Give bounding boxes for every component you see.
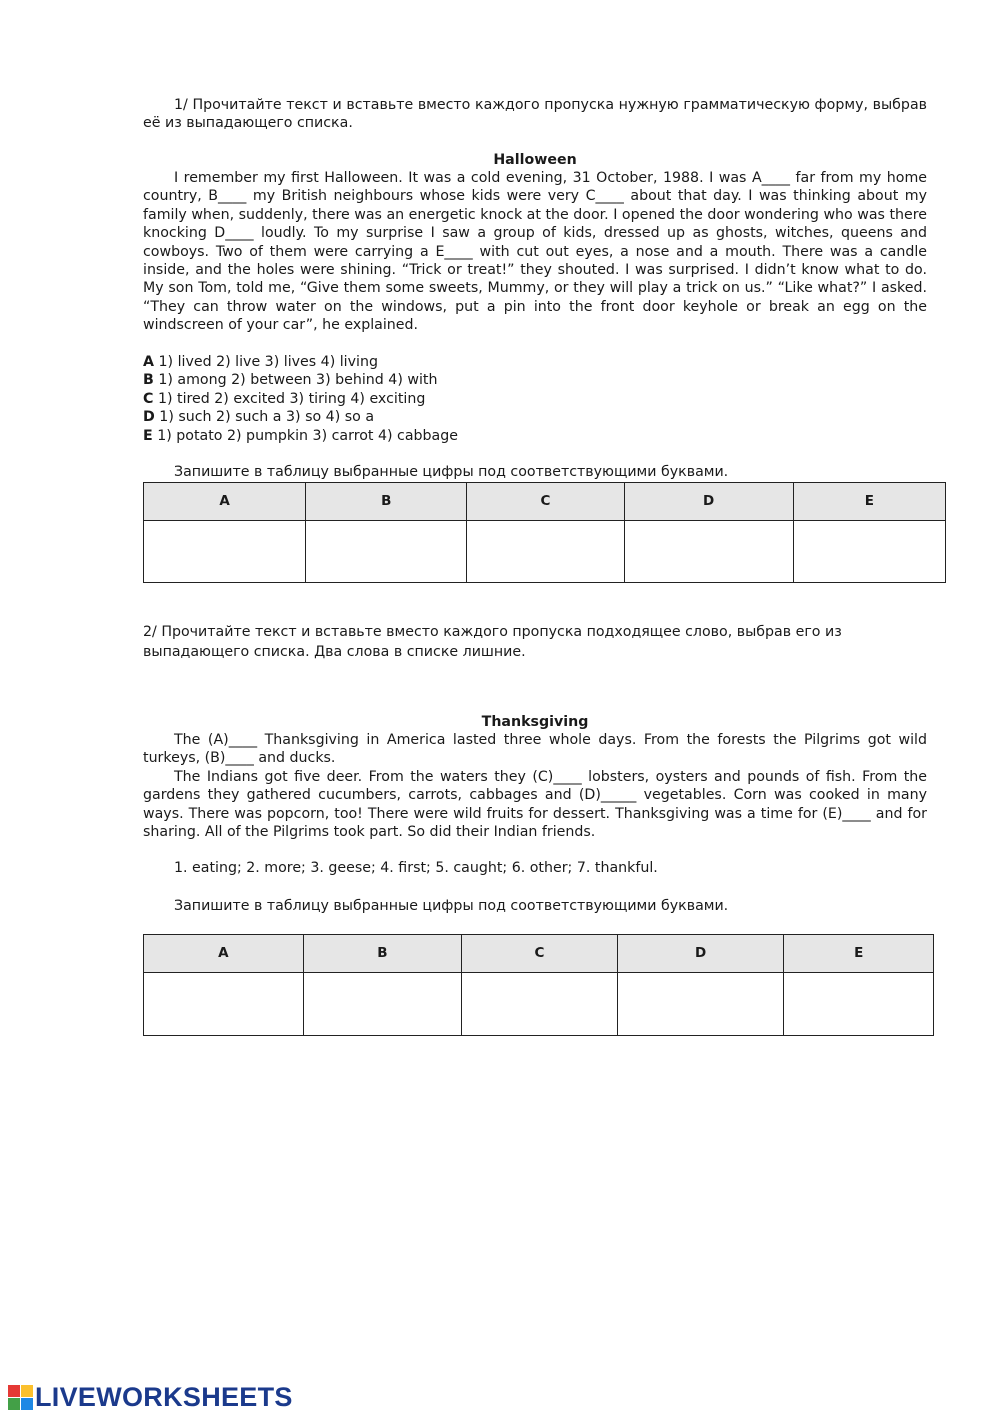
- task2-word-list: 1. eating; 2. more; 3. geese; 4. first; 5. caught; 6. other; 7. thankful.: [174, 860, 658, 876]
- task1-header-a: A: [144, 483, 306, 521]
- task2-answer-a[interactable]: [144, 973, 304, 1036]
- option-e: E 1) potato 2) pumpkin 3) carrot 4) cabbage: [143, 427, 458, 444]
- task1-header-c: C: [467, 483, 624, 521]
- task2-answer-e[interactable]: [784, 973, 934, 1036]
- thanksgiving-paragraph-1: The (A)____ Thanksgiving in America lasted three whole days. From the forests the Pilgrims got wild turkeys, (B)____ and ducks.: [143, 732, 927, 767]
- task2-header-b: B: [303, 935, 462, 973]
- task1-answer-e[interactable]: [793, 521, 945, 583]
- task1-answer-d[interactable]: [624, 521, 793, 583]
- thanksgiving-title: Thanksgiving: [481, 714, 589, 730]
- task1-header-d: D: [624, 483, 793, 521]
- option-c: C 1) tired 2) excited 3) tiring 4) exciting: [143, 390, 426, 407]
- task2-answer-c[interactable]: [462, 973, 618, 1036]
- halloween-title: Halloween: [493, 152, 577, 168]
- task2-header-a: A: [144, 935, 304, 973]
- option-b: B 1) among 2) between 3) behind 4) with: [143, 372, 438, 389]
- task1-header-b: B: [306, 483, 467, 521]
- liveworksheets-logo[interactable]: [8, 1380, 293, 1414]
- task2-answer-d[interactable]: [617, 973, 784, 1036]
- task1-answer-table: [143, 482, 946, 583]
- task1-instruction: 1/ Прочитайте текст и вставьте вместо каждого пропуска нужную грамматическую форму, выбрав её из выпадающего списка.: [143, 97, 927, 132]
- task1-answer-c[interactable]: [467, 521, 624, 583]
- halloween-text: I remember my first Halloween. It was a cold evening, 31 October, 1988. I was A____ far from my home country, B____ my British neighbours whose kids were very C____ about that day. I was thinking about my family when, suddenly, there was an energetic knock at the door. I opened the door wondering who was there knocking D____ loudly. To my surprise I saw a group of kids, dressed up as ghosts, witches, queens and cowboys. Two of them were carrying a E____ with cut out eyes, a nose and a mouth. There was a candle inside, and the holes were shining. “Trick or treat!” they shouted. I was surprised. I didn’t know what to do. My son Tom, told me, “Give them some sweets, Mummy, or they will play a trick on us.” “Like what?” I asked. “They can throw water on the windows, put a pin into the front door keyhole or break an egg on the windscreen of your car”, he explained.: [143, 170, 927, 334]
- task2-header-c: C: [462, 935, 618, 973]
- task1-answer-a[interactable]: [144, 521, 306, 583]
- task2-header-d: D: [617, 935, 784, 973]
- option-a: A 1) lived 2) live 3) lives 4) living: [143, 354, 378, 370]
- task2-answer-b[interactable]: [303, 973, 462, 1036]
- halloween-options: [143, 353, 927, 445]
- task1-table-instruction: Запишите в таблицу выбранные цифры под соответствующими буквами.: [174, 464, 729, 480]
- task1-header-e: E: [793, 483, 945, 521]
- task1-answer-b[interactable]: [306, 521, 467, 583]
- task2-instruction: 2/ Прочитайте текст и вставьте вместо каждого пропуска подходящее слово, выбрав его из выпадающего списка. Два слова в списке лишние.: [143, 624, 842, 660]
- liveworksheets-logo-text: LIVEWORKSHEETS: [35, 1381, 293, 1412]
- task2-header-e: E: [784, 935, 934, 973]
- task2-answer-table: [143, 934, 934, 1036]
- liveworksheets-logo-icon: [8, 1385, 33, 1410]
- thanksgiving-paragraph-2: The Indians got five deer. From the waters they (C)____ lobsters, oysters and pounds of fish. From the gardens they gathered cucumbers, carrots, cabbages and (D)_____ vegetables. Corn was cooked in many ways. There was popcorn, too! There were wild fruits for dessert. Thanksgiving was a time for (E)____ and for sharing. All of the Pilgrims took part. So did their Indian friends.: [143, 769, 927, 841]
- task2-table-instruction: Запишите в таблицу выбранные цифры под соответствующими буквами.: [174, 898, 729, 914]
- option-d: D 1) such 2) such a 3) so 4) so a: [143, 409, 375, 426]
